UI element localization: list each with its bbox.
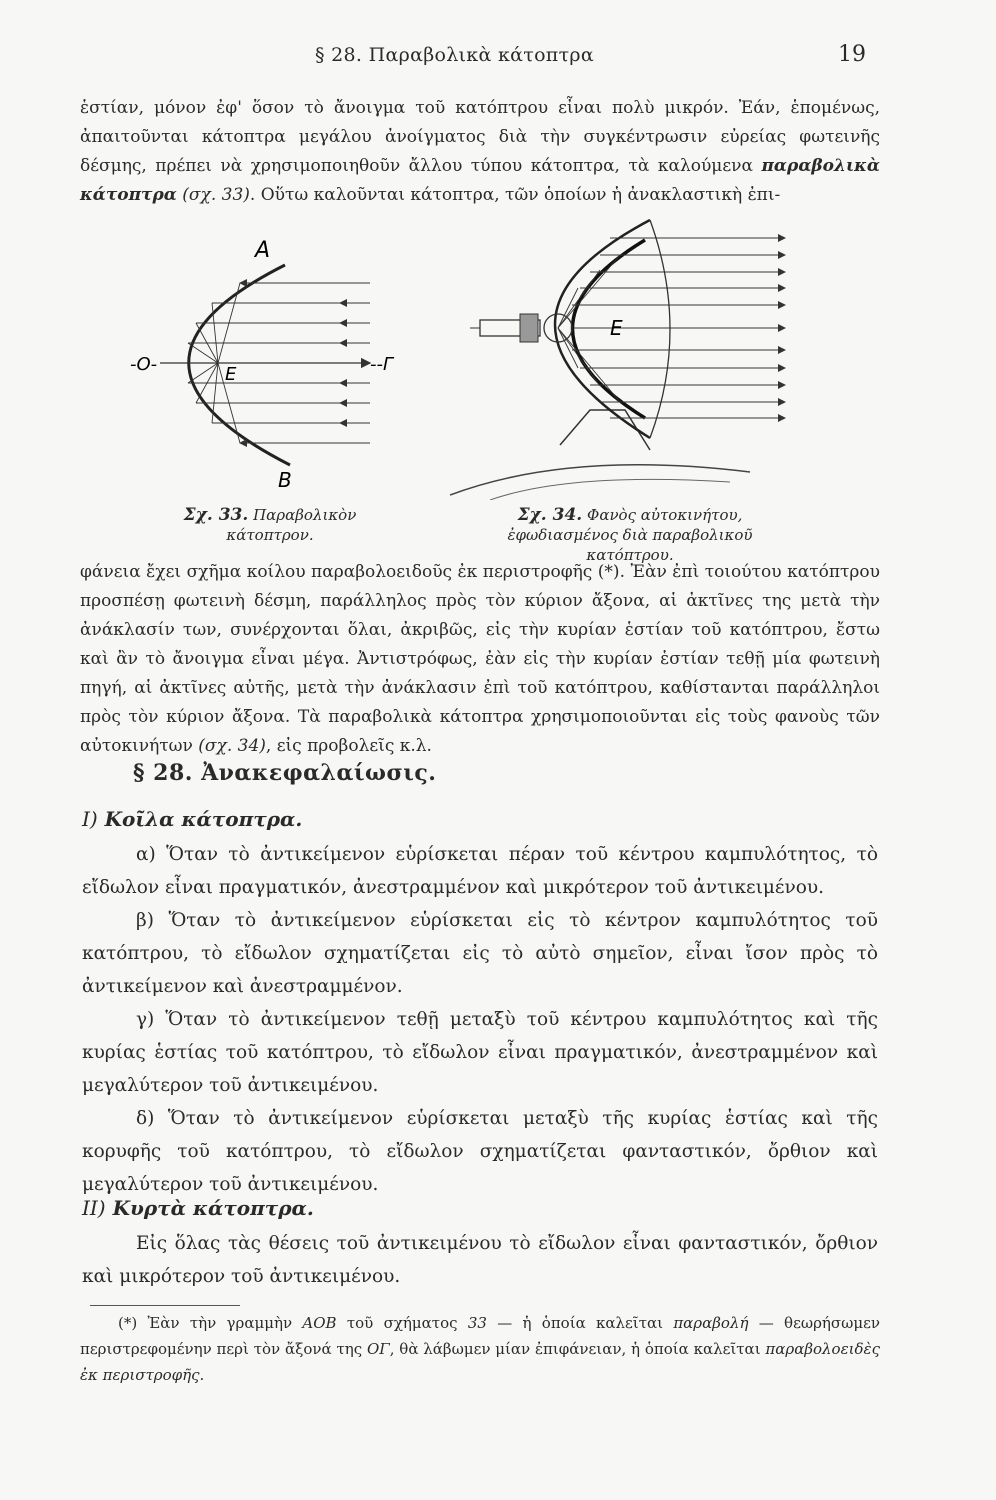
footnote-divider — [90, 1305, 240, 1306]
footnote-aob: AOB — [302, 1314, 337, 1332]
fig33-label-o: -O- — [130, 354, 158, 375]
fig33-label-g: --Γ — [370, 354, 394, 375]
figure-33-parabolic-mirror — [130, 225, 430, 500]
fig34-label-e: E — [610, 316, 623, 340]
concave-heading — [82, 807, 302, 831]
summary-item-b: β) Ὅταν τὸ ἀντικείμενον εὑρίσκεται εἰς τὸ κέντρον καμπυλότητος τοῦ κατόπτρου, τὸ εἴδωλον σχηματίζεται εἰς τὸ αὐτὸ σημεῖον, εἶναι ἴσον πρὸς τὸ ἀντικείμενον καὶ ἀνεστραμμένον. — [82, 910, 878, 997]
summary-item-d: δ) Ὅταν τὸ ἀντικείμενον εὑρίσκεται μεταξὺ τῆς κυρίας ἑστίας καὶ τῆς κορυφῆς τοῦ κατόπτρου, τὸ εἴδωλον σχηματίζεται φανταστικόν, ὄρθιον καὶ μεγαλύτερον τοῦ ἀντικειμένου. — [82, 1108, 878, 1195]
convex-heading — [82, 1196, 314, 1220]
fig34-caption-label: Σχ. 34. — [517, 505, 583, 525]
fig33-caption-text: Παραβολικὸν κάτοπτρον. — [226, 506, 357, 544]
intro-text-1: ἑστίαν, μόνον ἐφ' ὅσον τὸ ἄνοιγμα τοῦ κατόπτρου εἶναι πολὺ μικρόν. Ἐάν, ἑπομένως, ἀπαιτοῦνται κάτοπτρα μεγάλου ἀνοίγματος διὰ τὴν συγκέντρωσιν εὐρείας φωτεινῆς δέσμης, πρέπει νὰ χρησιμοποιηθοῦν ἄλλου τύπου κάτοπτρα, τὰ καλούμενα — [80, 98, 880, 176]
footnote-text-6: . — [199, 1366, 205, 1384]
concave-title: Κοῖλα κάτοπτρα. — [104, 807, 303, 831]
footnote-parabola: παραβολή — [673, 1314, 749, 1332]
footnote-text-5: , θὰ λάβωμεν μίαν ἐπιφάνειαν, ἡ ὁποία καλεῖται — [389, 1340, 766, 1358]
running-title: § 28. Παραβολικὰ κάτοπτρα — [315, 44, 595, 66]
term-parabolic-mirrors: παραβολικὰ κάτοπτρα — [80, 156, 880, 205]
figure-34-caption — [470, 505, 790, 565]
figure-ref-34: (σχ. 34) — [198, 736, 266, 756]
body-text-2: , εἰς προβολεῖς κ.λ. — [265, 736, 432, 756]
running-header — [0, 38, 996, 78]
summary-item-c: γ) Ὅταν τὸ ἀντικείμενον τεθῇ μεταξὺ τοῦ κέντρου καμπυλότητος καὶ τῆς κυρίας ἑστίας τοῦ κατόπτρου, τὸ εἴδωλον εἶναι πραγματικόν, ἀνεστραμμένον καὶ μεγαλύτερον τοῦ ἀντικειμένου. — [82, 1009, 878, 1096]
body-text-1: φάνεια ἔχει σχῆμα κοίλου παραβολοειδοῦς ἐκ περιστροφῆς (*). Ἐὰν ἐπὶ τοιούτου κατόπτρου προσπέσῃ φωτεινὴ δέσμη, παράλληλος πρὸς τὸν κύριον ἄξονα, αἱ ἀκτῖνες της μετὰ τὴν ἀνάκλασίν των, συνέρχονται ὅλαι, ἀκριβῶς, εἰς τὴν κυρίαν ἑστίαν τοῦ κατόπτρου, ἔστω καὶ ἂν τὸ ἄνοιγμα εἶναι μέγα. Ἀντιστρόφως, ἐὰν εἰς τὴν κυρίαν ἑστίαν τεθῇ μία φωτεινὴ πηγή, αἱ ἀκτῖνες αὐτῆς, μετὰ τὴν ἀνάκλασιν ἐπὶ τοῦ κατόπτρου, καθίστανται παράλληλοι πρὸς τὸν κύριον ἄξονα. Τὰ παραβολικὰ κάτοπτρα χρησιμοποιοῦνται εἰς τοὺς φανοὺς τῶν αὐτοκινήτων — [80, 562, 880, 756]
footnote-text-2: τοῦ σχήματος — [336, 1314, 468, 1332]
page-number: 19 — [838, 42, 866, 67]
figure-33-caption — [180, 505, 360, 545]
footnote-text-4: — θεωρήσωμεν περιστρεφομένην περὶ τὸν ἄξονά της — [80, 1314, 881, 1358]
footnote-text-3: — ἡ ὁποία καλεῖται — [486, 1314, 674, 1332]
fig33-label-b: B — [278, 468, 292, 492]
body-paragraph — [80, 558, 880, 761]
convex-text: Εἰς ὅλας τὰς θέσεις τοῦ ἀντικειμένου τὸ εἴδωλον εἶναι φανταστικόν, ὄρθιον καὶ μικρότερον τοῦ ἀντικειμένου. — [82, 1233, 878, 1287]
footnote-text-1: (*) Ἐὰν τὴν γραμμὴν — [118, 1314, 303, 1332]
intro-paragraph — [80, 94, 880, 210]
convex-title: Κυρτὰ κάτοπτρα. — [112, 1196, 314, 1220]
fig33-caption-label: Σχ. 33. — [183, 505, 249, 525]
footnote-og: ΟΓ — [367, 1340, 390, 1358]
intro-text-2: . Οὕτω καλοῦνται κάτοπτρα, τῶν ὁποίων ἡ ἀνακλαστικὴ ἐπι- — [249, 185, 781, 205]
figure-ref-33: (σχ. 33) — [182, 185, 250, 205]
footnote-fig: 33 — [467, 1314, 487, 1332]
summary-item-a: α) Ὅταν τὸ ἀντικείμενον εὑρίσκεται πέραν τοῦ κέντρου καμπυλότητος, τὸ εἴδωλον εἶναι πραγματικόν, ἀνεστραμμένον καὶ μικρότερον τοῦ ἀντικειμένου. — [82, 844, 878, 898]
fig33-label-a: A — [255, 238, 271, 263]
concave-number: I) — [82, 807, 98, 831]
figure-34-car-headlamp — [450, 210, 800, 500]
convex-number: II) — [82, 1196, 106, 1220]
footnote — [80, 1310, 880, 1388]
fig34-caption-text: Φανὸς αὐτοκινήτου, ἐφωδιασμένος διὰ παραβολικοῦ κατόπτρου. — [507, 506, 753, 564]
footnote-paraboloid: παραβολοειδὲς ἐκ περιστροφῆς — [80, 1340, 880, 1384]
fig33-label-e: E — [225, 364, 237, 385]
summary-heading: § 28. Ἀνακεφαλαίωσις. — [133, 760, 437, 786]
